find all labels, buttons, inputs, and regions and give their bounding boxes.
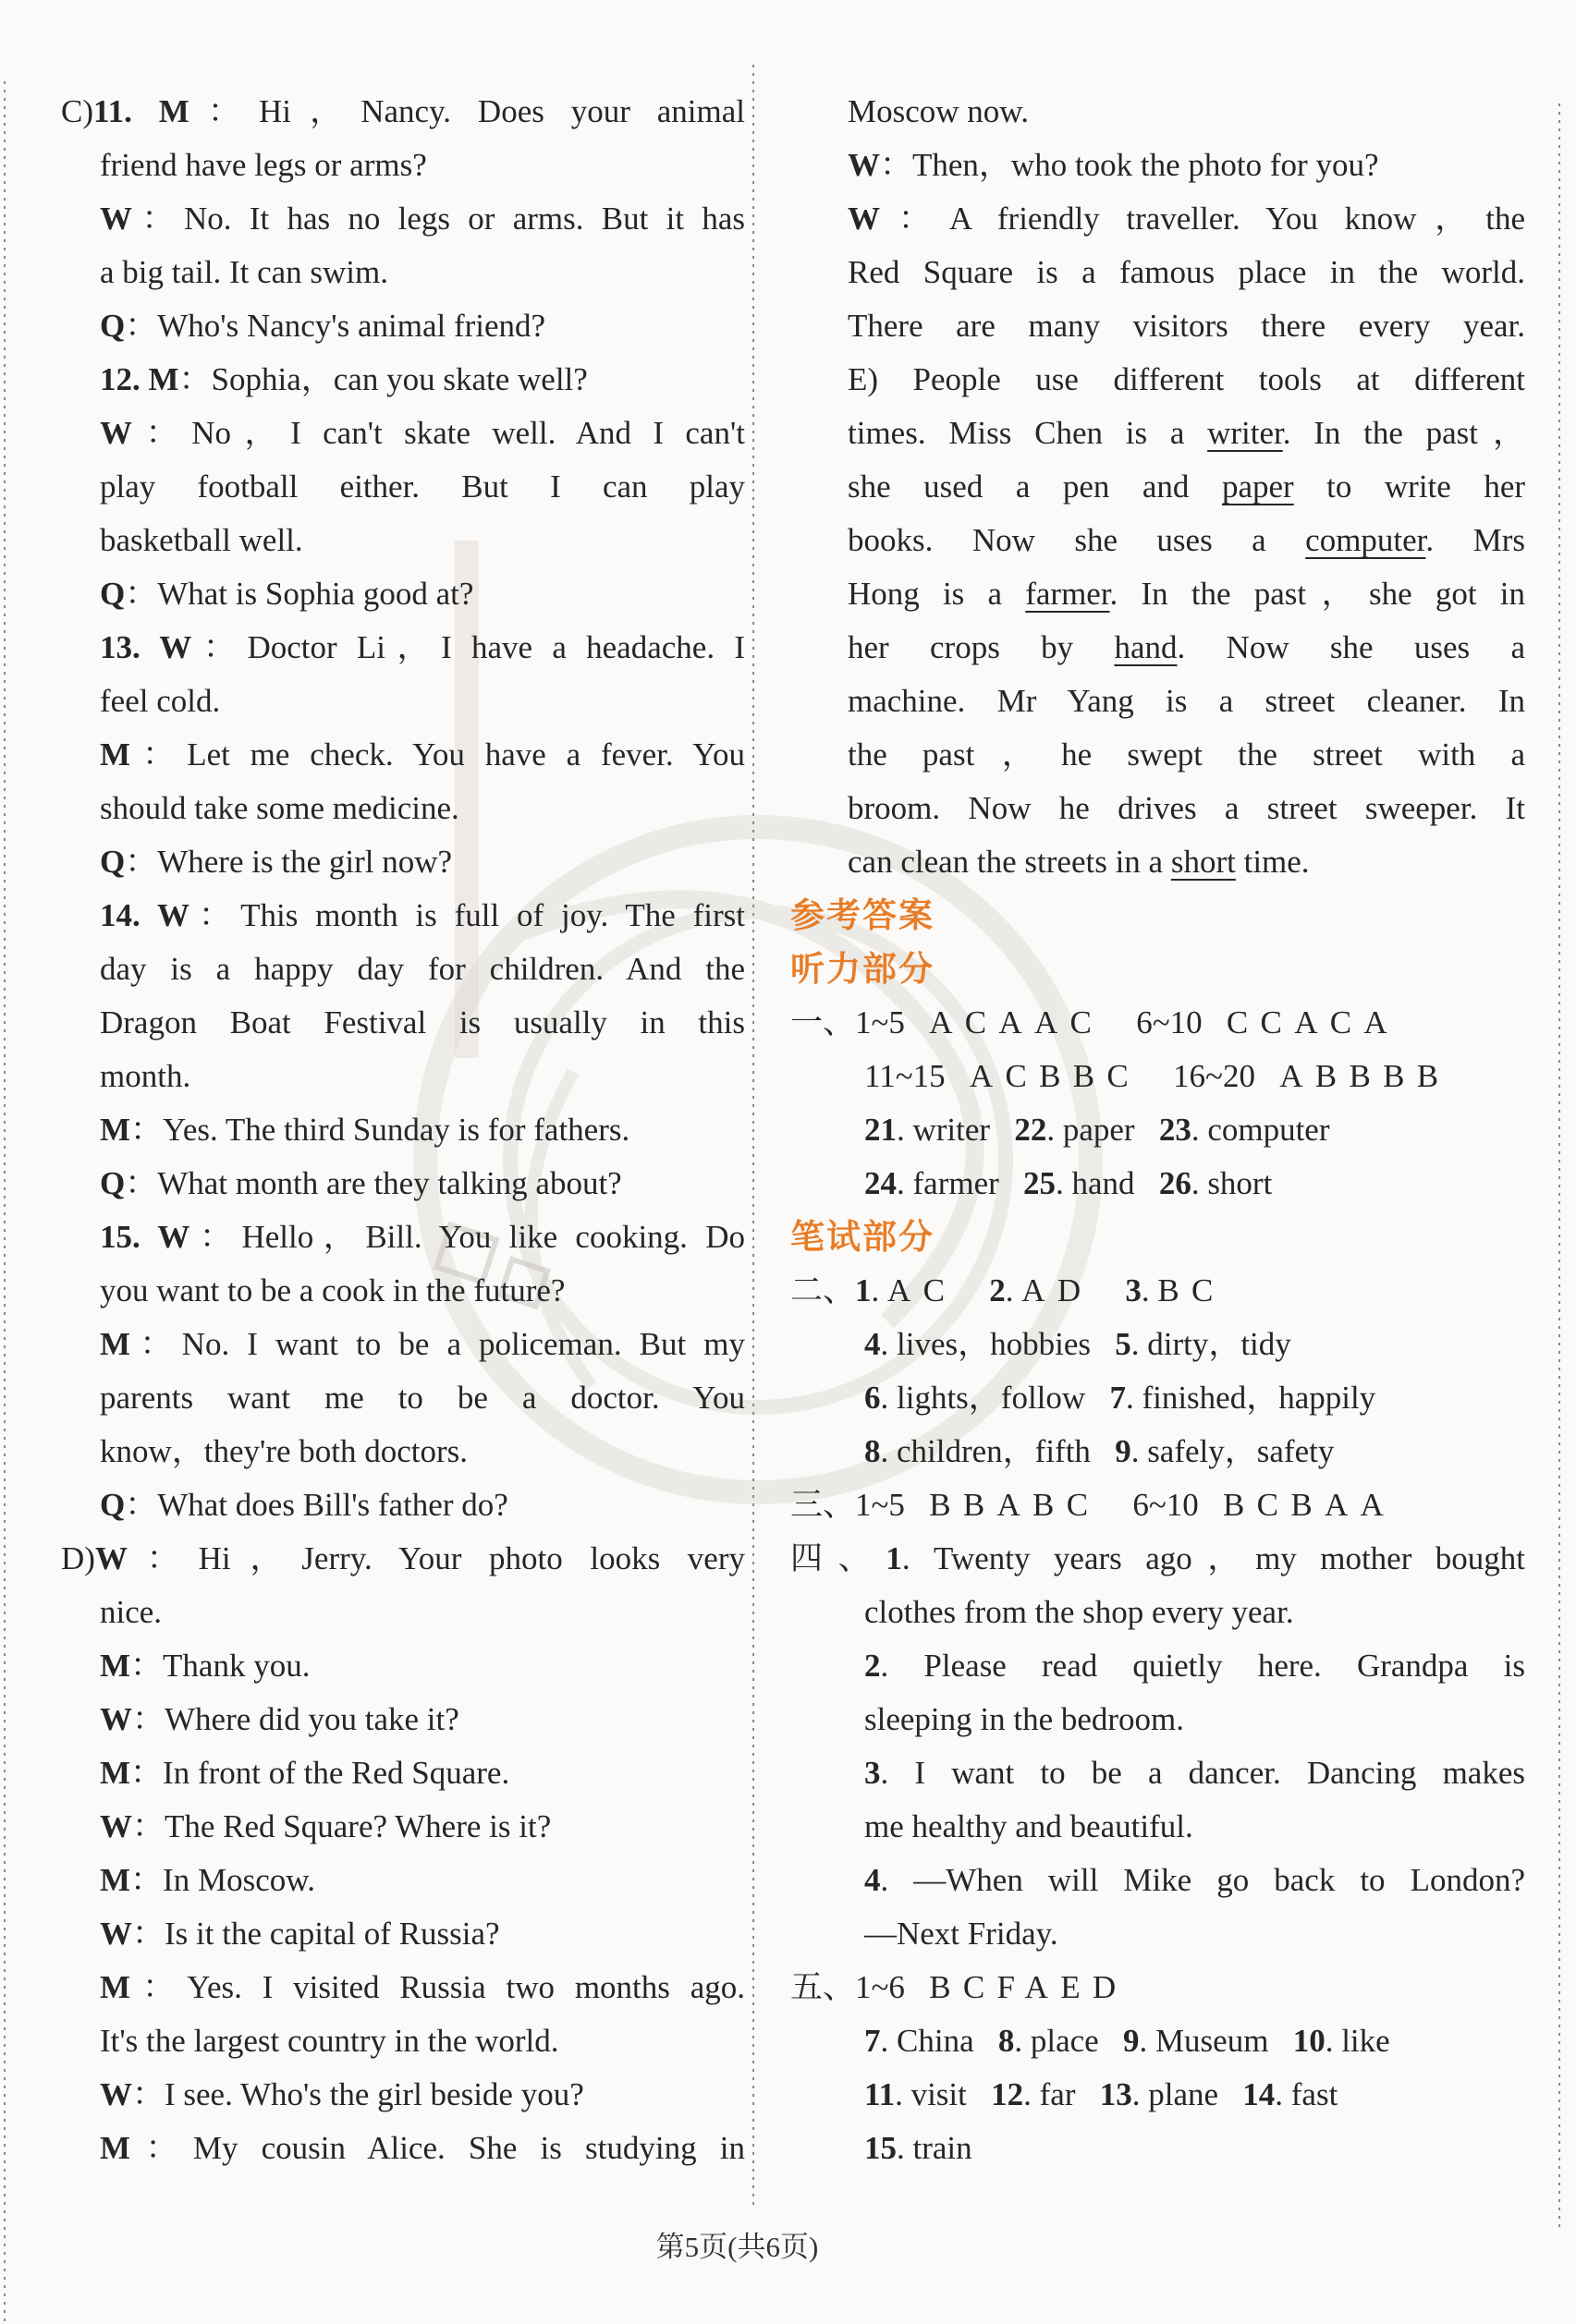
- text-line: the past，he swept the street with a: [848, 736, 1525, 773]
- text-line: 24. farmer 25. hand 26. short: [864, 1165, 1273, 1201]
- text-line: M：Thank you.: [100, 1648, 311, 1684]
- text-line: W：I see. Who's the girl beside you?: [100, 2076, 584, 2112]
- text-line: broom. Now he drives a street sweeper. It: [848, 790, 1525, 826]
- text-line: sleeping in the bedroom.: [864, 1701, 1185, 1737]
- text-line: —Next Friday.: [864, 1916, 1058, 1952]
- text-line: M：In Moscow.: [100, 1862, 315, 1898]
- text-line: M：No. I want to be a policeman. But my: [100, 1326, 745, 1362]
- text-line: 13. W：Doctor Li，I have a headache. I: [100, 629, 745, 665]
- text-line: know，they're both doctors.: [100, 1433, 469, 1469]
- text-line: Red Square is a famous place in the world.: [848, 254, 1525, 290]
- text-line: basketball well.: [100, 522, 303, 558]
- text-line: 三、1~5 BBABC 6~10 BCBAA: [790, 1487, 1397, 1523]
- text-line: 11~15 ACBBC 16~20 ABBBB: [864, 1058, 1451, 1094]
- text-line: should take some medicine.: [100, 790, 459, 826]
- text-line: E) People use different tools at different: [848, 361, 1525, 397]
- text-line: Hong is a farmer. In the past，she got in: [848, 576, 1525, 612]
- text-line: 2. Please read quietly here. Grandpa is: [864, 1648, 1525, 1684]
- text-line: 一、1~5 ACAAC 6~10 CCACA: [790, 1004, 1399, 1040]
- text-line: 3. I want to be a dancer. Dancing makes: [864, 1755, 1525, 1791]
- text-line: 4. lives，hobbies 5. dirty，tidy: [864, 1326, 1291, 1362]
- text-line: parents want me to be a doctor. You: [100, 1380, 745, 1416]
- right-column: [790, 85, 1525, 2175]
- text-line: clothes from the shop every year.: [864, 1594, 1294, 1630]
- text-line: 15. train: [864, 2130, 972, 2166]
- text-line: her crops by hand. Now she uses a: [848, 629, 1525, 665]
- text-line: W：The Red Square? Where is it?: [100, 1808, 552, 1844]
- text-line: machine. Mr Yang is a street cleaner. In: [848, 683, 1525, 719]
- text-line: M：In front of the Red Square.: [100, 1755, 510, 1791]
- text-line: Moscow now.: [848, 93, 1030, 129]
- text-line: D)W：Hi，Jerry. Your photo looks very: [61, 1540, 745, 1576]
- text-line: Q：What is Sophia good at?: [100, 576, 474, 612]
- text-line: W：No. It has no legs or arms. But it has: [100, 201, 745, 237]
- page-number: 第5页(共6页): [655, 2231, 819, 2263]
- text-line: me healthy and beautiful.: [864, 1808, 1193, 1844]
- text-line: 14. W：This month is full of joy. The first: [100, 897, 746, 933]
- left-page-border: [4, 81, 6, 2324]
- text-line: W：A friendly traveller. You know，the: [848, 201, 1525, 237]
- text-line: day is a happy day for children. And the: [100, 951, 745, 987]
- text-line: 15. W：Hello，Bill. You like cooking. Do: [100, 1219, 745, 1255]
- text-line: There are many visitors there every year.: [848, 308, 1525, 344]
- text-line: W：Where did you take it?: [100, 1701, 459, 1737]
- text-line: W：No，I can't skate well. And I can't: [100, 415, 745, 451]
- text-line: books. Now she uses a computer. Mrs: [848, 522, 1526, 558]
- text-line: Q：What month are they talking about?: [100, 1165, 622, 1201]
- text-line: W：Is it the capital of Russia?: [100, 1916, 500, 1952]
- text-line: It's the largest country in the world.: [100, 2023, 559, 2059]
- left-column: [61, 85, 745, 2175]
- text-line: M：Yes. I visited Russia two months ago.: [100, 1969, 745, 2005]
- text-line: Dragon Boat Festival is usually in this: [100, 1004, 745, 1040]
- text-line: C)11. M：Hi，Nancy. Does your animal: [61, 93, 745, 129]
- text-line: can clean the streets in a short time.: [848, 844, 1310, 880]
- text-line: M：Yes. The third Sunday is for fathers.: [100, 1112, 630, 1148]
- answer-heading: 听力部分: [790, 950, 935, 988]
- text-line: 11. visit 12. far 13. plane 14. fast: [864, 2076, 1338, 2112]
- text-line: 12. M：Sophia，can you skate well?: [100, 361, 588, 397]
- text-line: times. Miss Chen is a writer. In the past，: [848, 415, 1525, 451]
- text-line: 二、1. AC 2. AD 3. BC: [790, 1272, 1226, 1308]
- text-line: nice.: [100, 1594, 163, 1630]
- text-line: Q：Who's Nancy's animal friend?: [100, 308, 546, 344]
- right-page-border: [1558, 103, 1560, 2229]
- text-line: friend have legs or arms?: [100, 147, 427, 183]
- text-line: 21. writer 22. paper 23. computer: [864, 1112, 1330, 1148]
- text-line: W：Then，who took the photo for you?: [848, 147, 1379, 183]
- text-line: 4. —When will Mike go back to London?: [864, 1862, 1525, 1898]
- answer-heading: 参考答案: [790, 896, 935, 934]
- text-line: 五、1~6 BCFAED: [790, 1969, 1129, 2005]
- answer-heading: 笔试部分: [790, 1218, 935, 1256]
- text-line: feel cold.: [100, 683, 221, 719]
- text-line: M：Let me check. You have a fever. You: [100, 736, 745, 773]
- text-line: you want to be a cook in the future?: [100, 1272, 566, 1308]
- text-line: 8. children，fifth 9. safely，safety: [864, 1433, 1335, 1469]
- text-line: Q：Where is the girl now?: [100, 844, 453, 880]
- text-line: play football either. But I can play: [100, 468, 745, 505]
- text-line: she used a pen and paper to write her: [848, 468, 1526, 505]
- text-line: a big tail. It can swim.: [100, 254, 389, 290]
- column-divider: [752, 65, 754, 2210]
- text-line: 四、1. Twenty years ago，my mother bought: [790, 1540, 1525, 1576]
- text-line: 6. lights，follow 7. finished，happily: [864, 1380, 1376, 1416]
- text-line: Q：What does Bill's father do?: [100, 1487, 508, 1523]
- text-line: 7. China 8. place 9. Museum 10. like: [864, 2023, 1390, 2059]
- text-line: month.: [100, 1058, 191, 1094]
- text-line: M：My cousin Alice. She is studying in: [100, 2130, 745, 2166]
